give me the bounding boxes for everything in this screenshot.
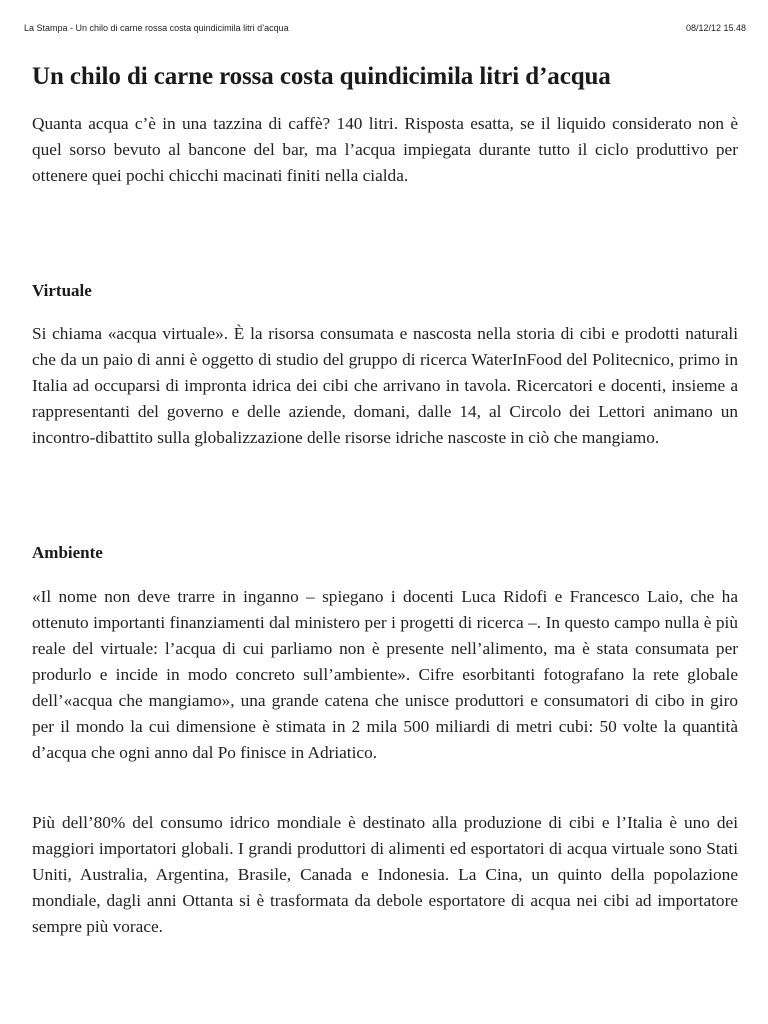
section-paragraph-ambiente-1: «Il nome non deve trarre in inganno – spiegano i docenti Luca Ridofi e Francesco Laio, che ha ottenuto importanti finanziamenti dal ministero per i progetti di ricerca –. In questo campo nulla è più reale del virtuale: l’acqua di cui parliamo non è presente nell’alimento, ma è stata consumata per produrlo e incide in modo concreto sull’ambiente». Cifre esorbitanti fotografano la rete globale dell’«acqua che mangiamo», una grande catena che unisce produttori e consumatori di cibo in giro per il mondo la cui dimensione è stimata in 2 mila 500 miliardi di metri cubi: 50 volte la quantità d’acqua che ogni anno dal Po finisce in Adriatico. xyxy=(32,587,738,762)
section-heading-virtuale: Virtuale xyxy=(32,281,92,300)
section-heading-ambiente: Ambiente xyxy=(32,543,103,562)
print-header-title: La Stampa - Un chilo di carne rossa costa quindicimila litri d’acqua xyxy=(24,23,289,33)
article-title: Un chilo di carne rossa costa quindicimila litri d’acqua xyxy=(32,63,611,90)
print-header-datetime: 08/12/12 15.48 xyxy=(685,23,746,33)
print-header xyxy=(24,21,746,35)
article xyxy=(32,58,738,936)
section-paragraph-virtuale: Si chiama «acqua virtuale». È la risorsa consumata e nascosta nella storia di cibi e prodotti naturali che da un paio di anni è oggetto di studio del gruppo di ricerca WaterInFood del Politecnico, primo in Italia ad occuparsi di impronta idrica dei cibi che arrivano in tavola. Ricercatori e docenti, insieme a rappresentanti del governo e delle aziende, domani, dalle 14, al Circolo dei Lettori animano un incontro-dibattito sulla globalizzazione delle risorse idriche nascoste in ciò che mangiamo. xyxy=(32,324,738,447)
section-paragraph-ambiente-2: Più dell’80% del consumo idrico mondiale è destinato alla produzione di cibi e l’Italia è uno dei maggiori importatori globali. I grandi produttori di alimenti ed esportatori di acqua virtuale sono Stati Uniti, Australia, Argentina, Brasile, Canada e Indonesia. La Cina, un quinto della popolazione mondiale, dagli anni Ottanta si è trasformata da debole esportatore di acqua nei cibi ad importatore sempre più vorace. xyxy=(32,813,738,936)
article-intro: Quanta acqua c’è in una tazzina di caffè? 140 litri. Risposta esatta, se il liquido considerato non è quel sorso bevuto al bancone del bar, ma l’acqua impiegata durante tutto il ciclo produttivo per ottenere quei pochi chicchi macinati finiti nella cialda. xyxy=(32,114,738,185)
